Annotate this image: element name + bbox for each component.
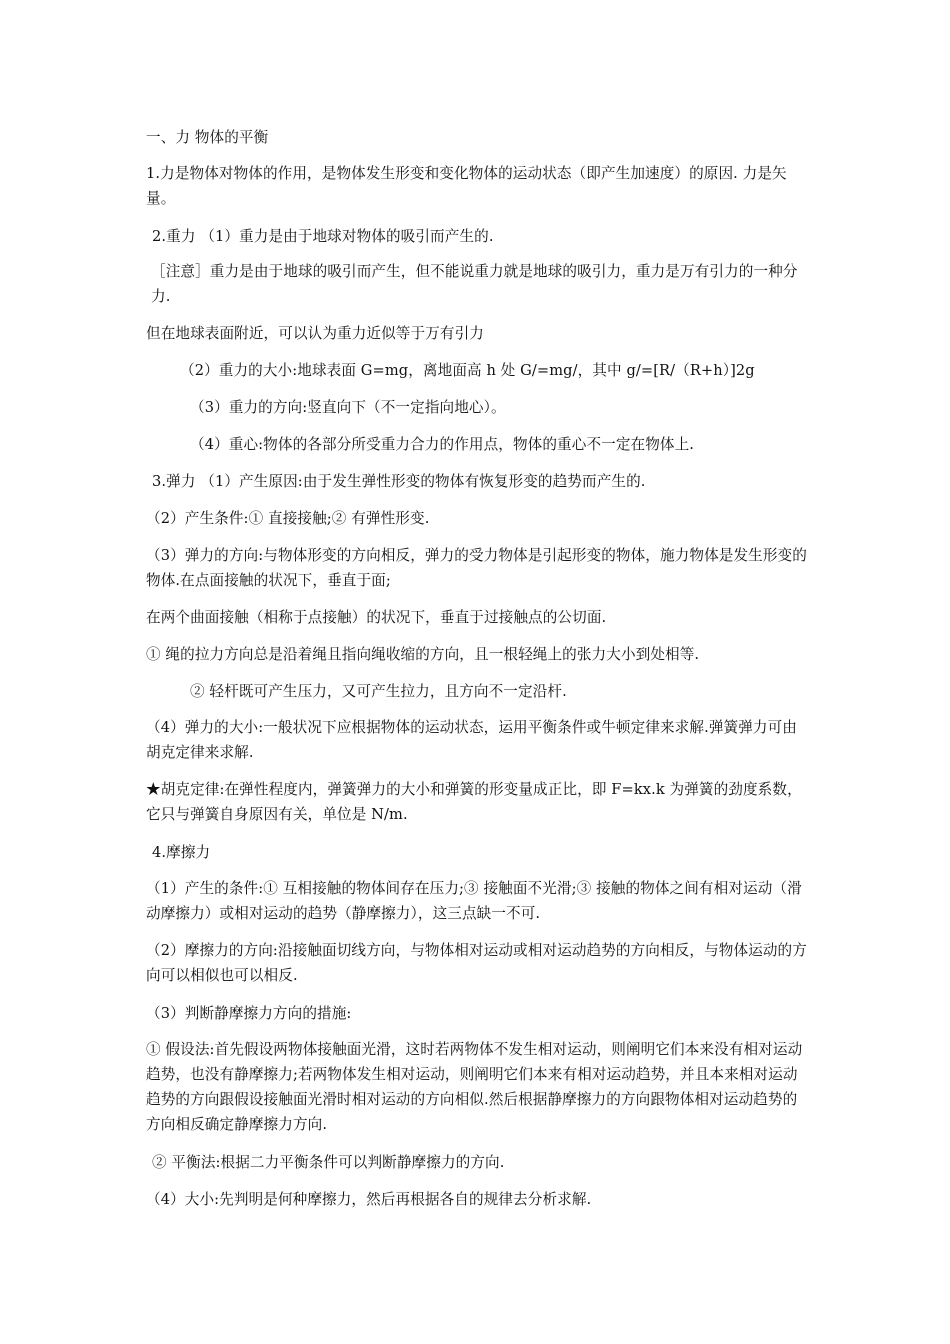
paragraph-elastic-conditions: （2）产生条件:① 直接接触;② 有弹性形变.: [146, 510, 430, 527]
paragraph-static-friction-methods: （3）判断静摩擦力方向的措施:: [146, 1005, 352, 1022]
paragraph-elastic-magnitude: （4）弹力的大小:一般状况下应根据物体的运动状态，运用平衡条件或牛顿定律来求解.弹簧弹力可由胡克定律来求解.: [146, 719, 797, 761]
paragraph-gravity-origin: 2.重力 （1）重力是由于地球对物体的吸引而产生的.: [152, 228, 494, 245]
paragraph-friction-magnitude: （4）大小:先判明是何种摩擦力，然后再根据各自的规律去分析求解.: [146, 1191, 592, 1208]
paragraph-friction-direction: （2）摩擦力的方向:沿接触面切线方向，与物体相对运动或相对运动趋势的方向相反，与物体运动的方向可以相似也可以相反.: [146, 942, 807, 984]
paragraph-assumption-method: ① 假设法:首先假设两物体接触面光滑，这时若两物体不发生相对运动，则阐明它们本来没有相对运动趋势，也没有静摩擦力;若两物体发生相对运动，则阐明它们本来有相对运动趋势，并且本来相对运动趋势的方向跟假设接触面光滑时相对运动的方向相似.然后根据静摩擦力的方向跟物体相对运动趋势的方向相反确定静摩擦力方向.: [146, 1041, 803, 1133]
paragraph-hookes-law: ★胡克定律:在弹性程度内，弹簧弹力的大小和弹簧的形变量成正比，即 F=kx.k 为弹簧的劲度系数，它只与弹簧自身原因有关，单位是 N/m.: [146, 781, 802, 823]
paragraph-friction-title: 4.摩擦力: [152, 844, 211, 861]
paragraph-rope-tension: ① 绳的拉力方向总是沿着绳且指向绳收缩的方向，且一根轻绳上的张力大小到处相等.: [146, 646, 700, 663]
paragraph-gravity-note: ［注意］重力是由于地球的吸引而产生，但不能说重力就是地球的吸引力，重力是万有引力的一种分力.: [151, 263, 798, 305]
paragraph-elastic-origin: 3.弹力 （1）产生原因:由于发生弹性形变的物体有恢复形变的趋势而产生的.: [152, 473, 646, 490]
paragraph-gravity-approx: 但在地球表面附近，可以认为重力近似等于万有引力: [146, 325, 484, 342]
paragraph-gravity-magnitude: （2）重力的大小:地球表面 G=mg，离地面高 h 处 G/=mg/，其中 g/=[R/（R+h）]2g: [180, 362, 755, 379]
section-heading: 一、力 物体的平衡: [146, 129, 269, 146]
paragraph-force-definition: 1.力是物体对物体的作用，是物体发生形变和变化物体的运动状态（即产生加速度）的原因. 力是矢量。: [146, 165, 787, 207]
paragraph-center-of-gravity: （4）重心:物体的各部分所受重力合力的作用点，物体的重心不一定在物体上.: [190, 436, 695, 453]
paragraph-friction-conditions: （1）产生的条件:① 互相接触的物体间存在压力;③ 接触面不光滑;③ 接触的物体之间有相对运动（滑动摩擦力）或相对运动的趋势（静摩擦力），这三点缺一不可.: [146, 880, 802, 922]
paragraph-elastic-direction: （3）弹力的方向:与物体形变的方向相反，弹力的受力物体是引起形变的物体，施力物体是发生形变的物体.在点面接触的状况下，垂直于面;: [146, 547, 807, 589]
paragraph-curved-contact: 在两个曲面接触（相称于点接触）的状况下，垂直于过接触点的公切面.: [146, 609, 607, 626]
paragraph-gravity-direction: （3）重力的方向:竖直向下（不一定指向地心）。: [190, 399, 506, 416]
paragraph-light-rod: ② 轻杆既可产生压力，又可产生拉力，且方向不一定沿杆.: [190, 683, 567, 700]
paragraph-equilibrium-method: ② 平衡法:根据二力平衡条件可以判断静摩擦力的方向.: [152, 1154, 505, 1171]
